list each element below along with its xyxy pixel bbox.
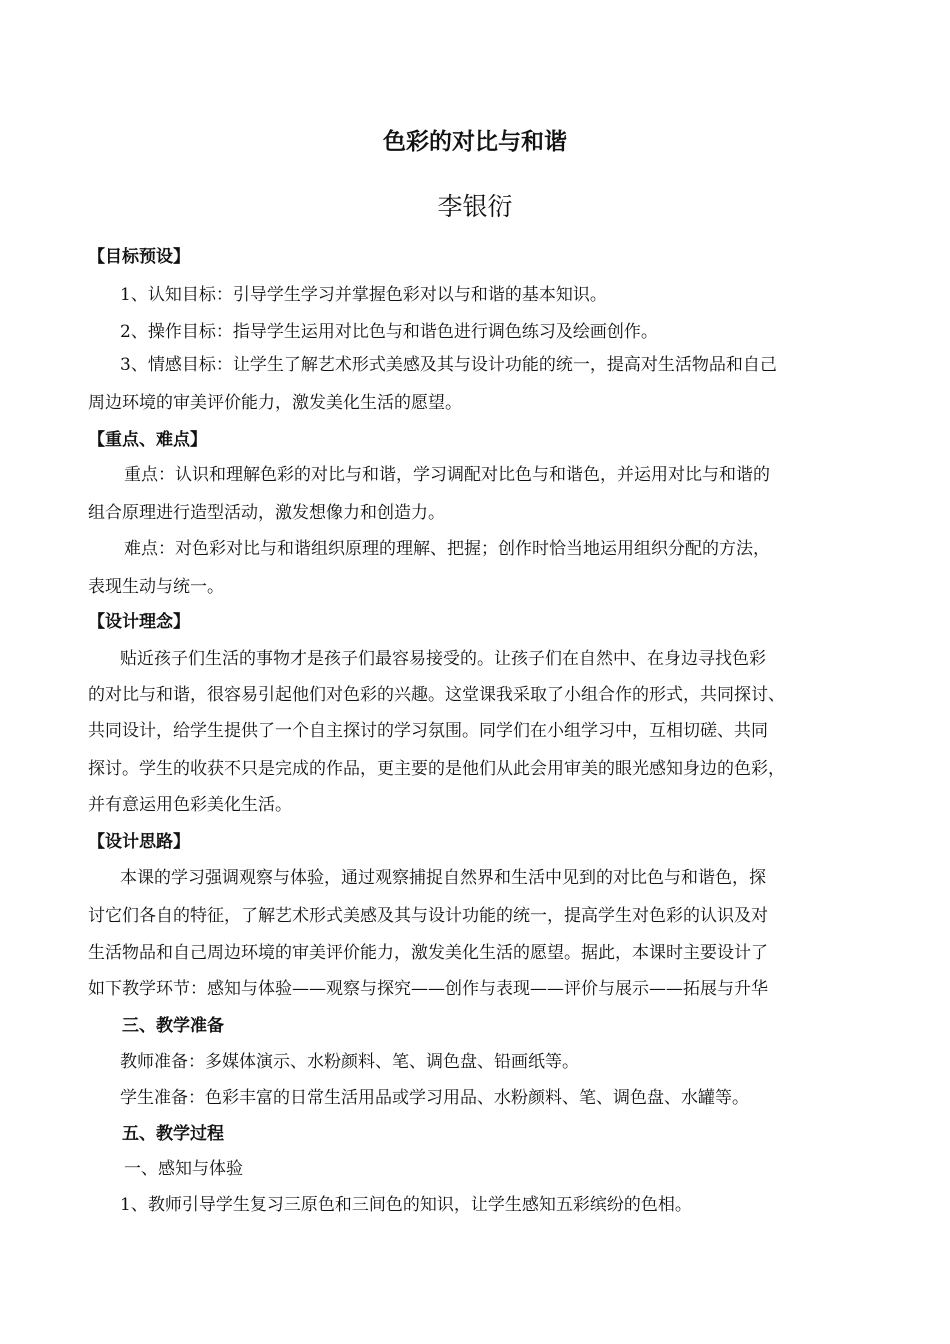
approach-line: 如下教学环节：感知与体验——观察与探究——创作与表现——评价与展示——拓展与升华 xyxy=(88,979,768,999)
goal-item-continuation: 周边环境的审美评价能力，激发美化生活的愿望。 xyxy=(88,393,462,413)
keypoint-line: 组合原理进行造型活动，激发想像力和创造力。 xyxy=(88,503,445,523)
difficulty-line: 表现生动与统一。 xyxy=(88,577,224,597)
approach-line: 生活物品和自己周边环境的审美评价能力，激发美化生活的愿望。据此，本课时主要设计了 xyxy=(88,943,768,963)
concept-line: 的对比与和谐，很容易引起他们对色彩的兴趣。这堂课我采取了小组合作的形式，共同探讨、 xyxy=(88,685,785,705)
section-heading-concept: 【设计理念】 xyxy=(88,612,190,632)
student-preparation: 学生准备：色彩丰富的日常生活用品或学习用品、水粉颜料、笔、调色盘、水罐等。 xyxy=(120,1088,749,1108)
section-heading-approach: 【设计思路】 xyxy=(88,832,190,852)
approach-line: 本课的学习强调观察与体验，通过观察捕捉自然界和生活中见到的对比色与和谐色，探 xyxy=(120,868,766,888)
keypoint-line: 重点：认识和理解色彩的对比与和谐，学习调配对比色与和谐色，并运用对比与和谐的 xyxy=(124,465,770,485)
process-subheading: 一、感知与体验 xyxy=(124,1159,243,1179)
goal-item: 2、操作目标：指导学生运用对比色与和谐色进行调色练习及绘画创作。 xyxy=(120,322,658,342)
document-title: 色彩的对比与和谐 xyxy=(383,129,567,155)
approach-line: 讨它们各自的特征，了解艺术形式美感及其与设计功能的统一，提高学生对色彩的认识及对 xyxy=(88,906,768,926)
section-heading-goals: 【目标预设】 xyxy=(88,247,190,267)
concept-line: 共同设计，给学生提供了一个自主探讨的学习氛围。同学们在小组学习中，互相切磋、共同 xyxy=(88,721,768,741)
author-name: 李银衍 xyxy=(437,192,513,221)
process-item: 1、教师引导学生复习三原色和三间色的知识，让学生感知五彩缤纷的色相。 xyxy=(120,1195,692,1215)
concept-line: 并有意运用色彩美化生活。 xyxy=(88,795,292,815)
difficulty-line: 难点：对色彩对比与和谐组织原理的理解、把握；创作时恰当地运用组织分配的方法， xyxy=(124,539,770,559)
goal-item: 1、认知目标：引导学生学习并掌握色彩对以与和谐的基本知识。 xyxy=(120,285,607,305)
section-heading-process: 五、教学过程 xyxy=(122,1124,224,1144)
concept-line: 贴近孩子们生活的事物才是孩子们最容易接受的。让孩子们在自然中、在身边寻找色彩 xyxy=(120,649,766,669)
goal-item: 3、情感目标：让学生了解艺术形式美感及其与设计功能的统一，提高对生活物品和自己 xyxy=(120,355,777,375)
section-heading-preparation: 三、教学准备 xyxy=(122,1016,224,1036)
teacher-preparation: 教师准备：多媒体演示、水粉颜料、笔、调色盘、铅画纸等。 xyxy=(120,1052,579,1072)
concept-line: 探讨。学生的收获不只是完成的作品，更主要的是他们从此会用审美的眼光感知身边的色彩， xyxy=(88,759,785,779)
section-heading-keypoints: 【重点、难点】 xyxy=(88,430,207,450)
